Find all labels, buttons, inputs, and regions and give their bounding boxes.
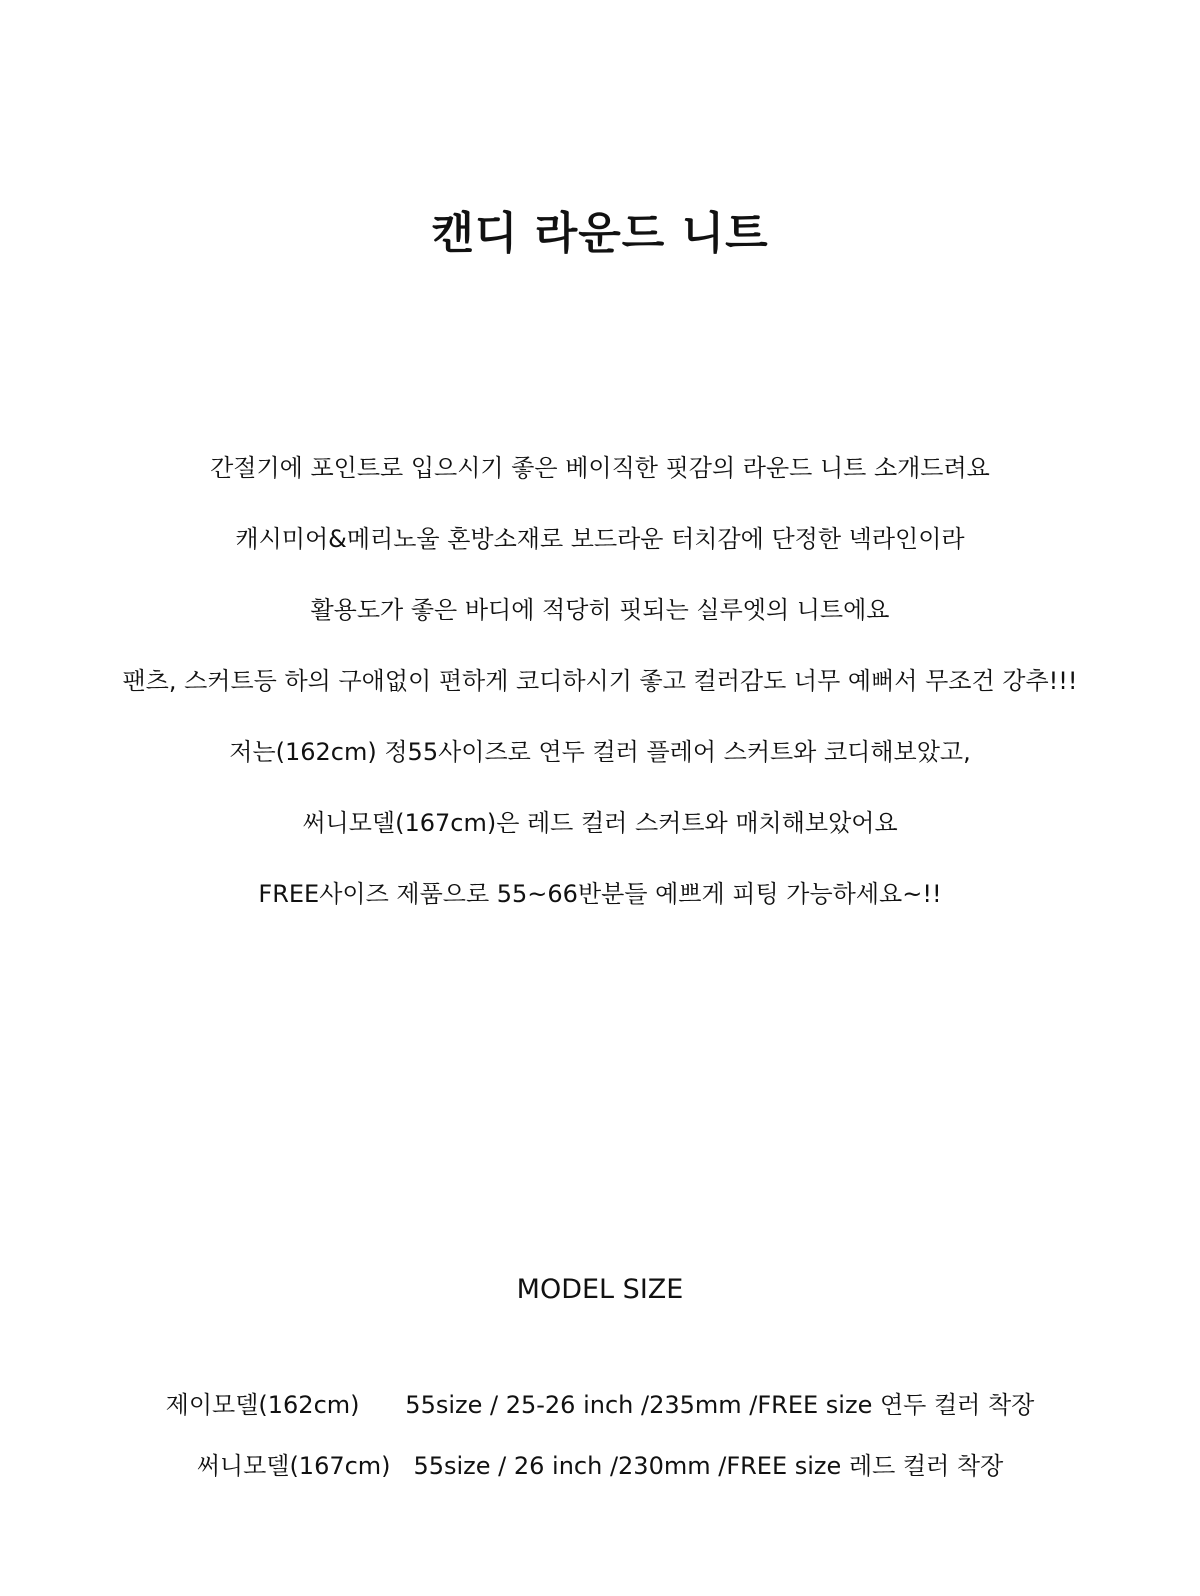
product-title: 캔디 라운드 니트 xyxy=(431,208,769,259)
description-line: FREE사이즈 제품으로 55~66반분들 예쁘게 피팅 가능하세요~!! xyxy=(258,880,942,908)
model-spec: 55size / 25-26 inch /235mm /FREE size 연두 컬러 착장 xyxy=(405,1391,1035,1419)
description-line: 저는(162cm) 정55사이즈로 연두 컬러 플레어 스커트와 코디해보았고, xyxy=(229,738,971,766)
description-line: 캐시미어&메리노울 혼방소재로 보드라운 터치감에 단정한 넥라인이라 xyxy=(235,525,965,553)
description-line: 써니모델(167cm)은 레드 컬러 스커트와 매치해보았어요 xyxy=(302,809,898,837)
model-size-row xyxy=(0,1385,1200,1425)
model-size-heading: MODEL SIZE xyxy=(516,1274,684,1305)
model-name: 제이모델(162cm) xyxy=(165,1391,360,1419)
model-size-row xyxy=(0,1446,1200,1486)
model-spec: 55size / 26 inch /230mm /FREE size 레드 컬러 착장 xyxy=(413,1452,1004,1480)
description-line: 팬츠, 스커트등 하의 구애없이 편하게 코디하시기 좋고 컬러감도 너무 예뻐서 무조건 강추!!! xyxy=(122,667,1078,695)
description-line: 활용도가 좋은 바디에 적당히 핏되는 실루엣의 니트에요 xyxy=(310,596,890,624)
product-description xyxy=(0,448,1200,945)
model-name: 써니모델(167cm) xyxy=(196,1452,391,1480)
description-line: 간절기에 포인트로 입으시기 좋은 베이직한 핏감의 라운드 니트 소개드려요 xyxy=(210,454,990,482)
